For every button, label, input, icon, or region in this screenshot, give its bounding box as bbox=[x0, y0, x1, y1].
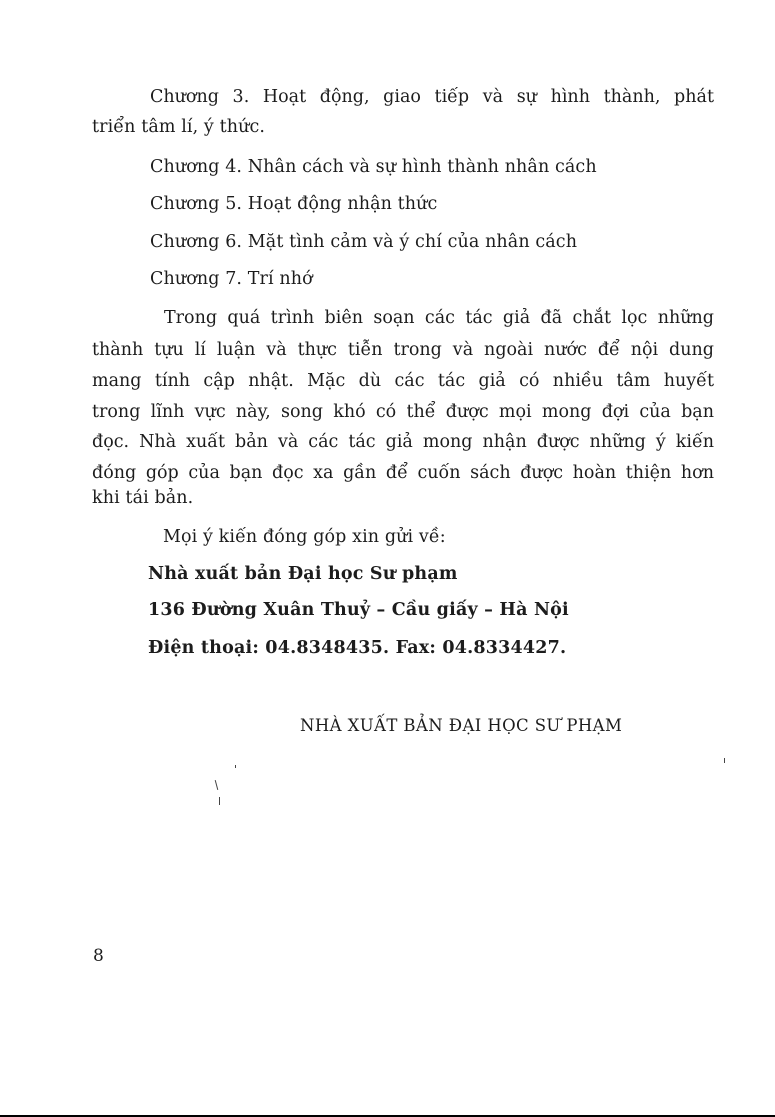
page-number: 8 bbox=[93, 946, 104, 966]
publisher-name: Nhà xuất bản Đại học Sư phạm bbox=[148, 564, 458, 584]
chapter-7: Chương 7. Trí nhớ bbox=[150, 269, 313, 289]
chapter-5: Chương 5. Hoạt động nhận thức bbox=[150, 194, 438, 214]
scan-mark bbox=[235, 765, 236, 768]
chapter-4: Chương 4. Nhân cách và sự hình thành nhân cách bbox=[150, 157, 597, 177]
chapter-6: Chương 6. Mặt tình cảm và ý chí của nhân cách bbox=[150, 232, 578, 252]
chapter-3-line-2: triển tâm lí, ý thức. bbox=[92, 117, 266, 137]
paragraph-line-2: thành tựu lí luận và thực tiễn trong và ngoài nước để nội dung bbox=[92, 340, 714, 360]
scan-mark bbox=[219, 797, 220, 805]
paragraph-line-4: trong lĩnh vực này, song khó có thể được mọi mong đợi của bạn bbox=[92, 402, 714, 422]
paragraph-line-6: đóng góp của bạn đọc xa gần để cuốn sách được hoàn thiện hơn bbox=[92, 463, 714, 483]
publisher-signature: NHÀ XUẤT BẢN ĐẠI HỌC SƯ PHẠM bbox=[300, 716, 623, 735]
chapter-3-line-1: Chương 3. Hoạt động, giao tiếp và sự hình thành, phát bbox=[150, 87, 714, 107]
paragraph-line-1: Trong quá trình biên soạn các tác giả đã chắt lọc những bbox=[164, 308, 714, 328]
scan-mark bbox=[724, 758, 725, 763]
publisher-phone-fax: Điện thoại: 04.8348435. Fax: 04.8334427. bbox=[148, 638, 567, 658]
paragraph-line-7: khi tái bản. bbox=[92, 488, 194, 508]
publisher-address: 136 Đường Xuân Thuỷ – Cầu giấy – Hà Nội bbox=[148, 600, 569, 620]
paragraph-line-3: mang tính cập nhật. Mặc dù các tác giả có nhiều tâm huyết bbox=[92, 371, 714, 391]
contact-intro: Mọi ý kiến đóng góp xin gửi về: bbox=[163, 527, 446, 547]
paragraph-line-5: đọc. Nhà xuất bản và các tác giả mong nhận được những ý kiến bbox=[92, 432, 714, 452]
scan-mark bbox=[215, 780, 219, 790]
